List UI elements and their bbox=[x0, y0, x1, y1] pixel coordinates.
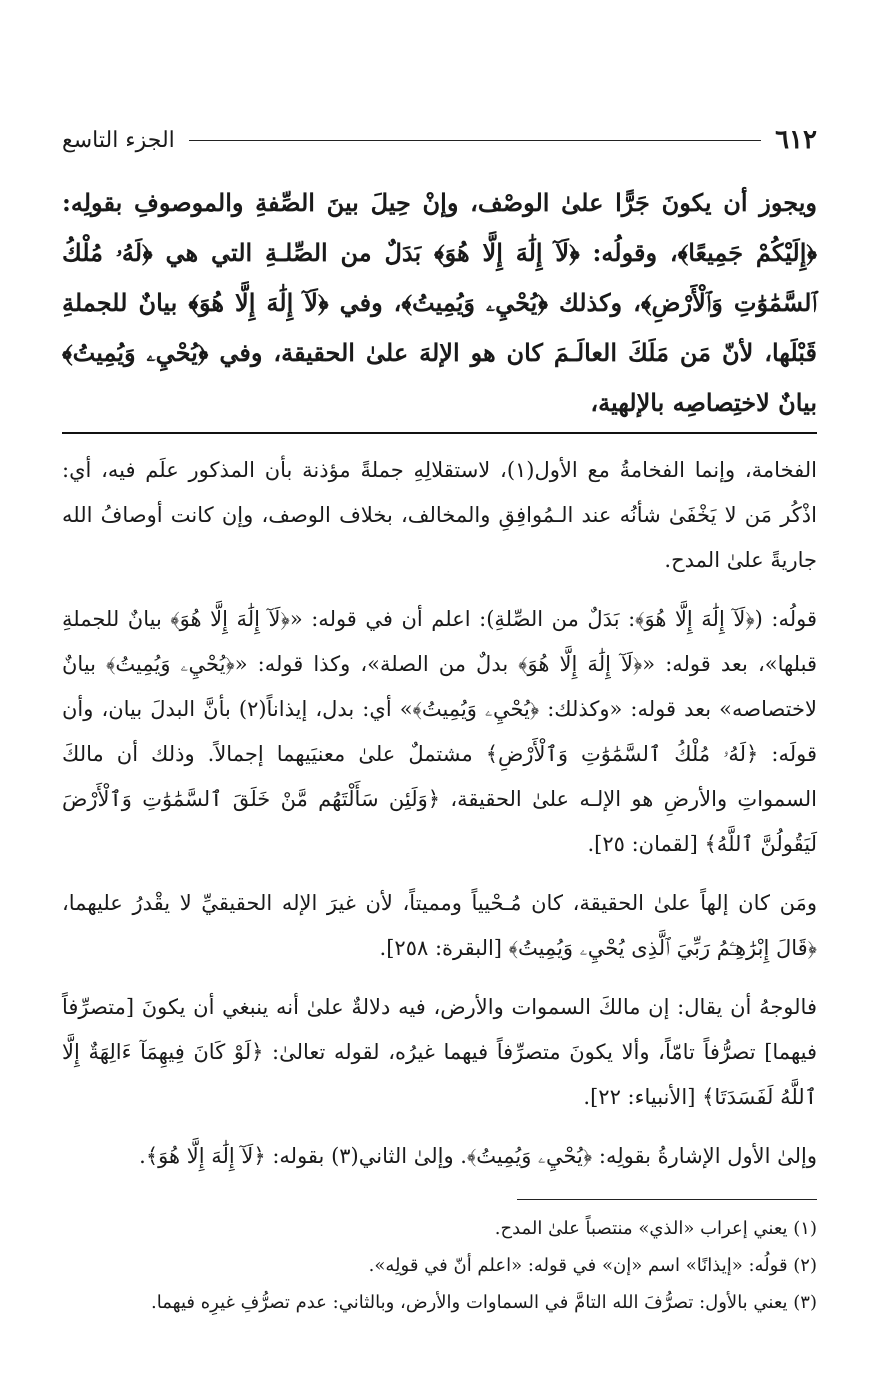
commentary-block bbox=[62, 448, 817, 1179]
commentary-paragraph: الفخامة، وإنما الفخامةُ مع الأول(١)، لاستقلالِهِ جملةً مؤذنة بأن المذكور علَم فيه، أي: اذْكُر مَن لا يَخْفَىٰ شأنُه عند الـمُوافِقِ والمخالف، بخلاف الوصف، وإن كانت أوصافُ الله جاريةً علىٰ المدح. bbox=[62, 458, 817, 572]
page-header bbox=[62, 120, 817, 160]
running-title: الجزء التاسع bbox=[62, 127, 175, 153]
footnotes-block bbox=[62, 1210, 817, 1321]
commentary-paragraph: ومَن كان إلهاً علىٰ الحقيقة، كان مُـحْيياً ومميتاً، لأن غيرَ الإله الحقيقيِّ لا يقْدرُ عليهما، ﴿قَالَ إِبْرَٰهِـۧمُ رَبِّيَ ٱلَّذِى يُحْيِۦ وَيُمِيتُ﴾ [البقرة: ٢٥٨]. bbox=[62, 891, 817, 960]
footnote-item: (٢) قولُه: «إيذانًا» اسم «إن» في قوله: «اعلم أنّ في قولِه». bbox=[368, 1255, 817, 1276]
main-text-divider bbox=[62, 432, 817, 434]
commentary-paragraph: وإلىٰ الأول الإشارةُ بقولِه: ﴿يُحْيِۦ وَيُمِيتُ﴾. وإلىٰ الثاني(٣) بقوله: ﴿لَآ إِلَٰهَ إِلَّا هُوَ﴾. bbox=[139, 1144, 817, 1168]
main-text-block: ويجوز أن يكونَ جَرًّا علىٰ الوصْف، وإنْ حِيلَ بينَ الصِّفةِ والموصوفِ بقولِه: ﴿إِلَيْكُمْ جَمِيعًا﴾، وقولُه: ﴿لَآ إِلَٰهَ إِلَّا هُوَ﴾ بَدَلٌ من الصِّلـةِ التي هي ﴿لَهُۥ مُلْكُ ٱلسَّمَٰوَٰتِ وَٱلْأَرْضِ﴾، وكذلك ﴿يُحْيِۦ وَيُمِيتُ﴾، وفي ﴿لَآ إِلَٰهَ إِلَّا هُوَ﴾ بيانٌ للجملةِ قَبْلَها، لأنّ مَن مَلَكَ العالَـمَ كان هو الإلهَ علىٰ الحقيقة، وفي ﴿يُحْيِۦ وَيُمِيتُ﴾ بيانٌ لاختِصاصِه بالإلهية، bbox=[62, 188, 817, 417]
footnote-item: (١) يعني إعراب «الذي» منتصباً علىٰ المدح. bbox=[494, 1218, 817, 1239]
commentary-paragraph: قولُه: (﴿لَآ إِلَٰهَ إِلَّا هُوَ﴾: بَدَلٌ من الصِّلةِ): اعلم أن في قوله: «﴿لَآ إِلَٰهَ إِلَّا هُوَ﴾ بيانٌ للجملةِ قبلها»، بعد قوله: «﴿لَآ إِلَٰهَ إِلَّا هُوَ﴾ بدلٌ من الصلة»، وكذا قوله: «﴿يُحْيِۦ وَيُمِيتُ﴾ بيانٌ لاختصاصه» بعد قوله: «وكذلك: ﴿يُحْيِۦ وَيُمِيتُ﴾» أي: بدل، إيذاناً(٢) بأنَّ البدلَ بيان، وأن قولَه: ﴿لَهُۥ مُلْكُ ٱلسَّمَٰوَٰتِ وَٱلْأَرْضِ﴾ مشتملٌ علىٰ معنيَيهما إجمالاً. وذلك أن مالكَ السمواتِ والأرضِ هو الإلـه علىٰ الحقيقة، ﴿وَلَئِن سَأَلْتَهُم مَّنْ خَلَقَ ٱلسَّمَٰوَٰتِ وَٱلْأَرْضَ لَيَقُولُنَّ ٱللَّهُ﴾ [لقمان: ٢٥]. bbox=[62, 607, 817, 856]
footnote-rule bbox=[517, 1199, 817, 1200]
header-rule bbox=[189, 140, 761, 141]
commentary-paragraph: فالوجهُ أن يقال: إن مالكَ السموات والأرض، فيه دلالةٌ علىٰ أنه ينبغي أن يكونَ [متصرِّفاً فيهما] تصرُّفاً تامّاً، وألا يكونَ متصرِّفاً فيهما غيرُه، لقوله تعالىٰ: ﴿لَوْ كَانَ فِيهِمَآ ءَالِهَةٌ إِلَّا ٱللَّهُ لَفَسَدَتَا﴾ [الأنبياء: ٢٢]. bbox=[62, 995, 817, 1109]
page-number: ٦١٢ bbox=[775, 125, 817, 155]
footnote-item: (٣) يعني بالأول: تصرُّفَ الله التامَّ في السماوات والأرض، وبالثاني: عدم تصرُّفِ غيرِه فيهما. bbox=[151, 1292, 817, 1313]
